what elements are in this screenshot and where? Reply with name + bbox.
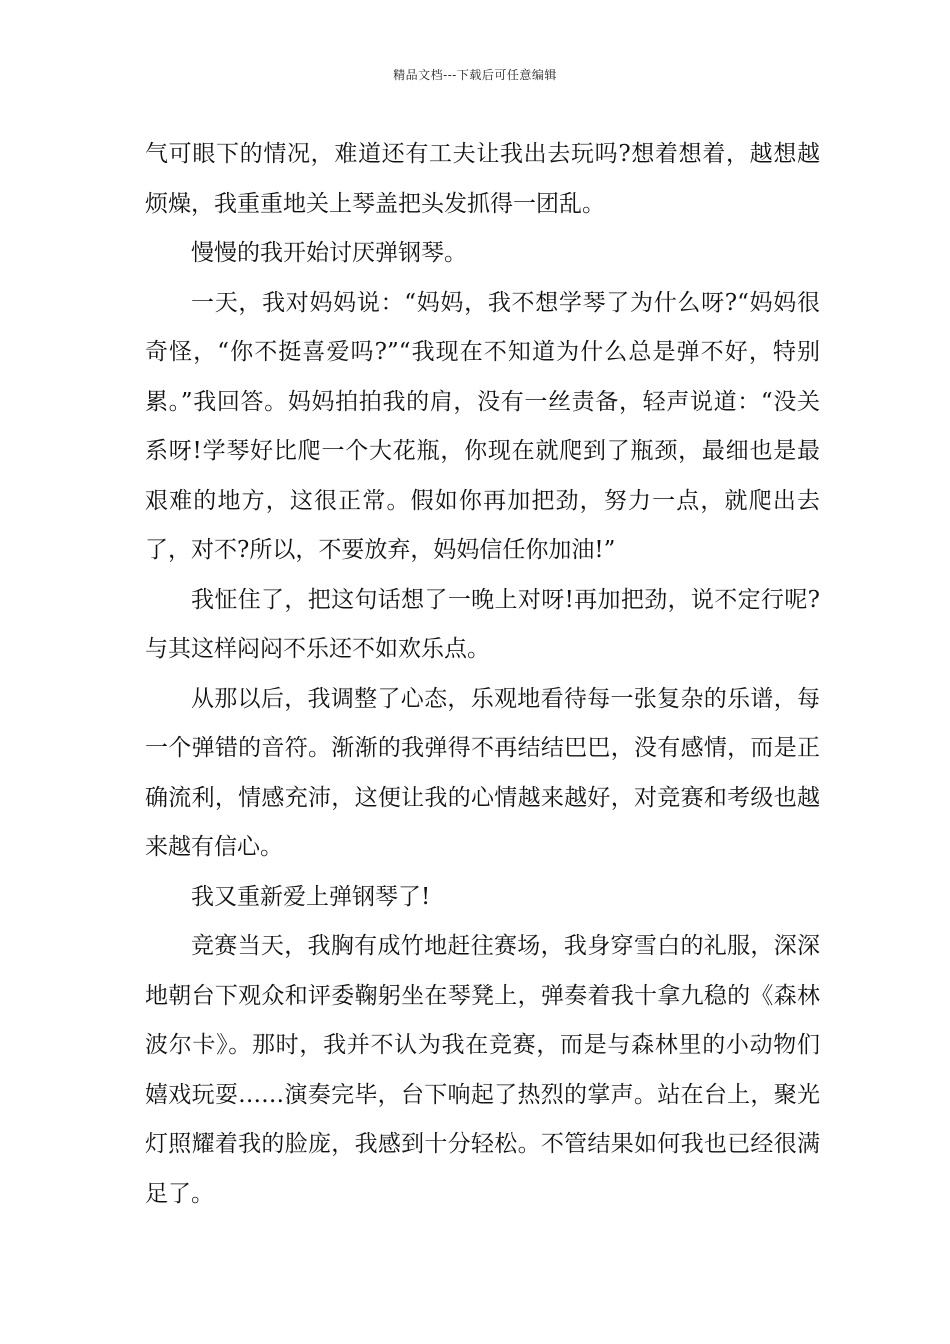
- paragraph: 我又重新爱上弹钢琴了!: [191, 883, 431, 910]
- paragraph: 一天，我对妈妈说：“妈妈，我不想学琴了为什么呀?“妈妈很奇怪，“你不挺喜爱吗?”“我现在不知道为什么总是弹不好，特别累。”我回答。妈妈拍拍我的肩，没有一丝责备，轻声说道：“没关系呀!学琴好比爬一个大花瓶，你现在就爬到了瓶颈，最细也是最艰难的地方，这很正常。假如你再加把劲，努力一点，就爬出去了，对不?所以，不要放弃，妈妈信任你加油!”: [145, 289, 820, 563]
- paragraph: 竞赛当天，我胸有成竹地赶往赛场，我身穿雪白的礼服，深深地朝台下观众和评委鞠躬坐在琴凳上，弹奏着我十拿九稳的《森林波尔卡》。那时，我并不认为我在竞赛，而是与森林里的小动物们嬉戏玩耍……演奏完毕，台下响起了热烈的掌声。站在台上，聚光灯照耀着我的脸庞，我感到十分轻松。不管结果如何我也已经很满足了。: [145, 933, 820, 1207]
- paragraph: 慢慢的我开始讨厌弹钢琴。: [191, 240, 467, 266]
- page-header: 精品文档---下载后可任意编辑: [393, 68, 557, 82]
- paragraph-continuation: 气可眼下的情况，难道还有工夫让我出去玩吗?想着想着，越想越烦燥，我重重地关上琴盖把头发抓得一团乱。: [145, 141, 820, 217]
- document-body: [145, 130, 820, 1219]
- paragraph: 我怔住了，把这句话想了一晚上对呀!再加把劲，说不定行呢?与其这样闷闷不乐还不如欢乐点。: [145, 586, 820, 662]
- paragraph: 从那以后，我调整了心态，乐观地看待每一张复杂的乐谱，每一个弹错的音符。渐渐的我弹得不再结结巴巴，没有感情，而是正确流利，情感充沛，这便让我的心情越来越好，对竞赛和考级也越来越有信心。: [145, 685, 820, 860]
